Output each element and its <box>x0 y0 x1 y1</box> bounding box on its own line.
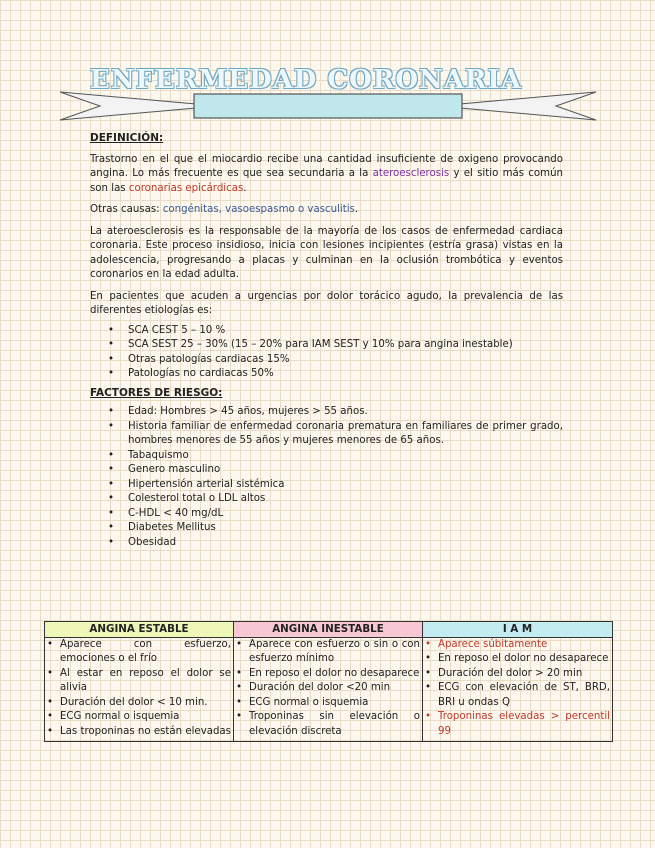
list-item: • C-HDL < 40 mg/dL <box>128 507 563 522</box>
list-item: • SCA SEST 25 – 30% (15 – 20% para IAM SEST y 10% para angina inestable) <box>128 338 563 353</box>
table-item: • ECG normal o isquemia <box>236 696 420 711</box>
highlight-otras-causas: congénitas, vasoespasmo o vasculitis <box>162 204 355 215</box>
table-item: • Duración del dolor > 20 min <box>425 667 610 682</box>
col-angina-estable <box>45 637 234 742</box>
list-item: • Obesidad <box>128 536 563 551</box>
table-item: • Aparece con esfuerzo, emociones o el frío <box>47 638 231 667</box>
page-title: ENFERMEDAD CORONARIA <box>90 65 522 95</box>
table-item: • Aparece con esfuerzo o sin o con esfuerzo mínimo <box>236 638 420 667</box>
atherosclerosis-paragraph: La ateroesclerosis es la responsable de la mayoría de los casos de enfermedad cardiaca coronaria. Este proceso insidioso, inicia con lesiones incipientes (estría grasa) vistas en la adolescencia, progresando a placas y culminan en la oclusión trombótica y eventos coronarios en la edad adulta. <box>90 225 563 280</box>
table-item: • Las troponinas no están elevadas <box>47 725 231 740</box>
table-item: • Al estar en reposo el dolor se alivia <box>47 667 231 696</box>
list-item: • Genero masculino <box>128 463 563 478</box>
list-item: • Hipertensión arterial sistémica <box>128 478 563 493</box>
header-iam: I A M <box>423 622 613 638</box>
list-item: • Patologías no cardiacas 50% <box>128 367 563 382</box>
table-item: • Aparece súbitamente <box>425 638 610 653</box>
prevalence-paragraph: En pacientes que acuden a urgencias por dolor torácico agudo, la prevalencia de las diferentes etiologías es: <box>90 290 563 316</box>
title-area <box>0 60 655 120</box>
col-angina-inestable <box>234 637 423 742</box>
other-causes-paragraph: Otras causas: congénitas, vasoespasmo o vasculitis. <box>90 204 359 215</box>
list-item: • Diabetes Mellitus <box>128 521 563 536</box>
highlight-ateroesclerosis: ateroesclerosis <box>372 168 450 179</box>
list-item: • Edad: Hombres > 45 años, mujeres > 55 años. <box>128 405 563 420</box>
table-item: • Troponinas elevadas > percentil 99 <box>425 710 610 739</box>
table-item: • ECG normal o isquemia <box>47 710 231 725</box>
table-item: • ECG con elevación de ST, BRD, BRI u ondas Q <box>425 681 610 710</box>
header-angina-estable: ANGINA ESTABLE <box>45 622 234 638</box>
table-item: • Duración del dolor <20 min <box>236 681 420 696</box>
risk-factors-list <box>90 405 563 550</box>
list-item: • Tabaquismo <box>128 449 563 464</box>
list-item: • SCA CEST 5 – 10 % <box>128 324 563 339</box>
definition-paragraph: Trastorno en el que el miocardio recibe una cantidad insuficiente de oxigeno provocando angina. Lo más frecuente es que sea secundaria a la ateroesclerosis y el sitio más común son las coronarias epicárdicas. <box>90 153 563 194</box>
table-item: • En reposo el dolor no desaparece <box>236 667 420 682</box>
prevalence-list <box>90 324 563 382</box>
list-item: • Historia familiar de enfermedad coronaria prematura en familiares de primer grado, hombres menores de 55 años y mujeres menores de 65 años. <box>128 420 563 449</box>
list-item: • Colesterol total o LDL altos <box>128 492 563 507</box>
table-item: • En reposo el dolor no desaparece <box>425 652 610 667</box>
definition-section <box>90 131 563 550</box>
header-angina-inestable: ANGINA INESTABLE <box>234 622 423 638</box>
col-iam <box>423 637 613 742</box>
table-item: • Duración del dolor < 10 min. <box>47 696 231 711</box>
highlight-coronarias: coronarias epicárdicas <box>128 182 244 194</box>
definition-heading: DEFINICIÓN: <box>90 132 164 144</box>
table-item: • Troponinas sin elevación o elevación discreta <box>236 710 420 739</box>
risk-factors-heading: FACTORES DE RIESGO: <box>90 386 223 399</box>
list-item: • Otras patologías cardiacas 15% <box>128 353 563 368</box>
comparison-table <box>44 621 613 742</box>
